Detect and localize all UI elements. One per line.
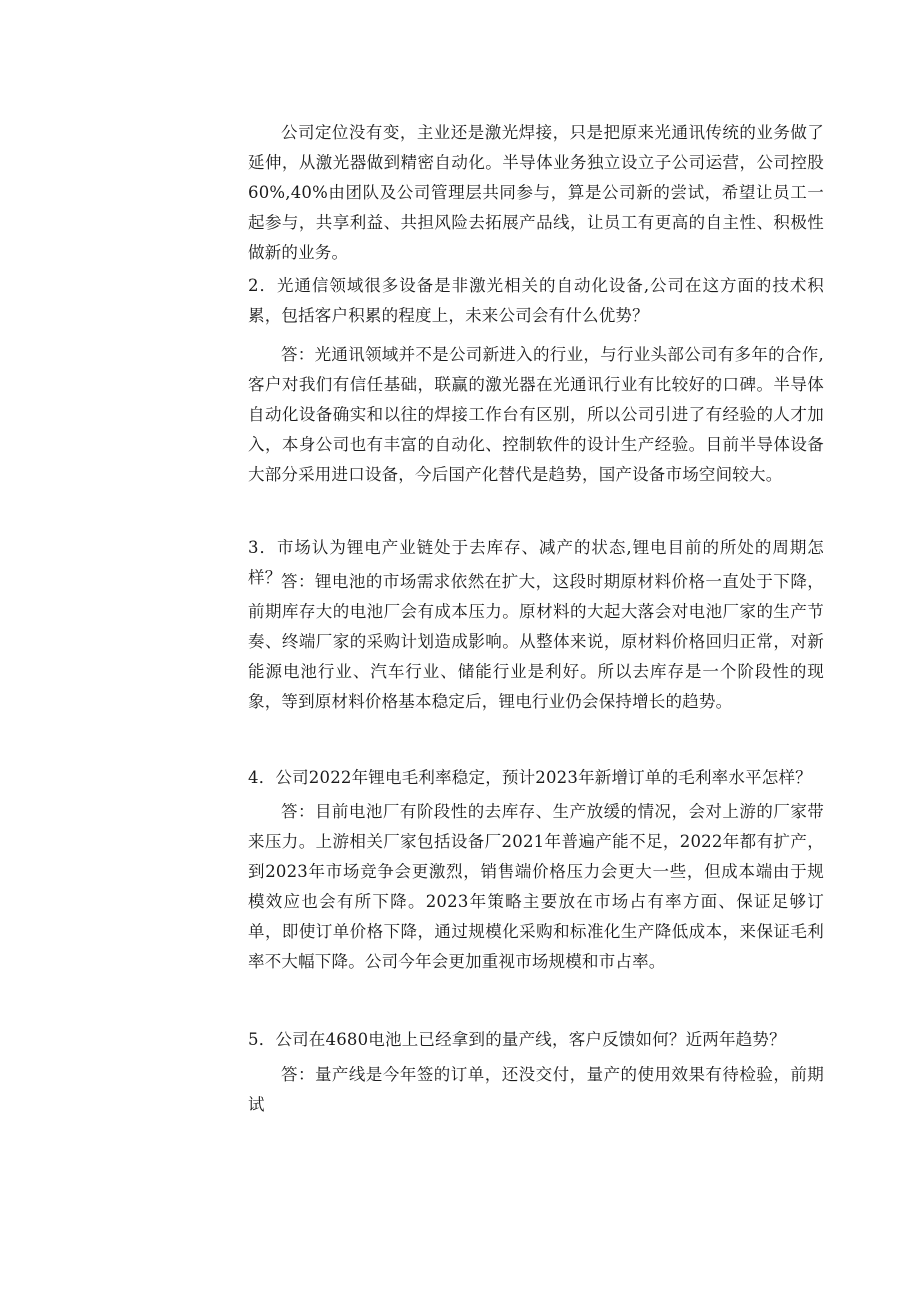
answer-4: 答：目前电池厂有阶段性的去库存、生产放缓的情况，会对上游的厂家带来压力。上游相关厂家包括设备厂2021年普遍产能不足，2022年都有扩产，到2023年市场竞争会更激烈，销售端价格压力会更大一些，但成本端由于规模效应也会有所下降。2023年策略主要放在市场占有率方面、保证足够订单，即使订单价格下降，通过规模化采购和标准化生产降低成本，来保证毛利率不大幅下降。公司今年会更加重视市场规模和市占率。	[248, 802, 824, 971]
answer-2: 答：光通讯领域并不是公司新进入的行业，与行业头部公司有多年的合作,客户对我们有信任基础，联赢的激光器在光通讯行业有比较好的口碑。半导体自动化设备确实和以往的焊接工作台有区别，所以公司引进了有经验的人才加入，本身公司也有丰富的自动化、控制软件的设计生产经验。目前半导体设备大部分采用进口设备，今后国产化替代是趋势，国产设备市场空间较大。	[248, 345, 824, 484]
paragraph-company-positioning: 公司定位没有变，主业还是激光焊接，只是把原来光通讯传统的业务做了延伸，从激光器做到精密自动化。半导体业务独立设立子公司运营，公司控股60%,40%由团队及公司管理层共同参与，算是公司新的尝试，希望让员工一起参与，共享利益、共担风险去拓展产品线，让员工有更高的自主性、积极性做新的业务。	[248, 123, 824, 262]
question-4: 4．公司2022年锂电毛利率稳定，预计2023年新增订单的毛利率水平怎样？	[248, 768, 812, 787]
answer-3: 答：锂电池的市场需求依然在扩大，这段时期原材料价格一直处于下降，前期库存大的电池厂会有成本压力。原材料的大起大落会对电池厂家的生产节奏、终端厂家的采购计划造成影响。从整体来说，原材料价格回归正常，对新能源电池行业、汽车行业、储能行业是利好。所以去库存是一个阶段性的现象，等到原材料价格基本稳定后，锂电行业仍会保持增长的趋势。	[248, 572, 824, 711]
answer-5: 答：量产线是今年签的订单，还没交付，量产的使用效果有待检验，前期试	[248, 1065, 824, 1114]
question-5: 5．公司在4680电池上已经拿到的量产线，客户反馈如何？近两年趋势？	[248, 1030, 786, 1049]
question-2: 2．光通信领域很多设备是非激光相关的自动化设备,公司在这方面的技术积累，包括客户积累的程度上，未来公司会有什么优势？	[248, 276, 824, 325]
question-3: 3．市场认为锂电产业链处于去库存、减产的状态,锂电目前的所处的周期怎样？	[248, 538, 824, 587]
